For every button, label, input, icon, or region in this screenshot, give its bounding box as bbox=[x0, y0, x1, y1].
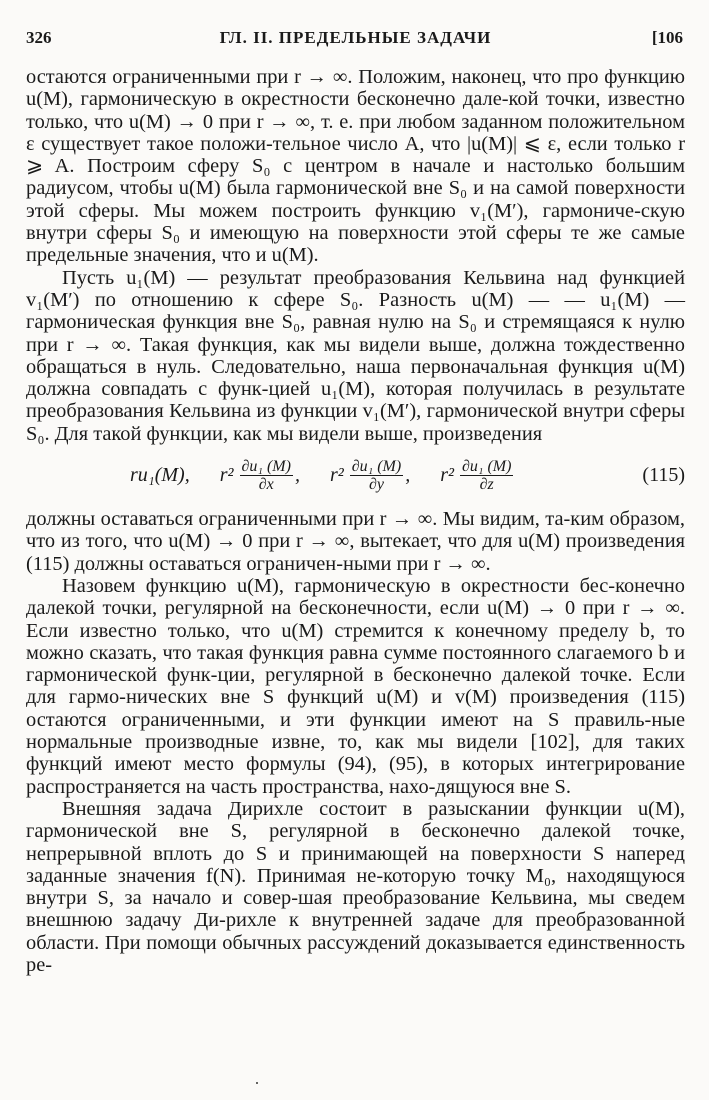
fraction-numerator: ∂u₁ (M) bbox=[461, 457, 512, 475]
paragraph-5: Внешняя задача Дирихле состоит в разыскании функции u(M), гармонической вне S, регулярной в бесконечно далекой точке, непрерывной вплоть до S и принимающей на поверхности S наперед заданные значения f(N). Принимая не-которую точку M₀, находящуюся внутри S, за начало и совер-шая преобразование Кельвина, мы сведем внешнюю задачу Ди-рихле к внутренней задаче для преобразованной области. При помощи обычных рассуждений доказывается единственность ре- bbox=[26, 797, 685, 976]
formula-115 bbox=[26, 454, 685, 496]
fraction-denominator: ∂y bbox=[368, 475, 384, 493]
fraction-z bbox=[460, 458, 513, 493]
page-number: 326 bbox=[26, 28, 52, 47]
page-header bbox=[26, 28, 685, 50]
fraction-denominator: ∂z bbox=[479, 475, 494, 493]
page-body bbox=[26, 66, 685, 976]
formula-term-2 bbox=[220, 458, 300, 493]
fraction-numerator: ∂u₁ (M) bbox=[241, 457, 291, 475]
paragraph-3: должны оставаться ограниченными при r → ∞. Мы видим, та-ким образом, что из того, что u(M) → 0 при r → ∞, вытекает, что для u(M) произведения (115) должны оставаться ограничен-ными при r → ∞. bbox=[26, 508, 685, 575]
fraction-numerator: ∂u₁ (M) bbox=[351, 457, 402, 475]
running-title: ГЛ. II. ПРЕДЕЛЬНЫЕ ЗАДАЧИ bbox=[219, 28, 492, 47]
formula-r2: r² bbox=[440, 463, 454, 486]
paragraph-2: Пусть u₁(M) — результат преобразования Кельвина над функцией v₁(M′) по отношению к сфере S₀. Разность u(M) — — u₁(M) — гармоническая функция вне S₀, равная нулю на S₀ и стремящаяся к нулю при r → ∞. Такая функция, как мы видели выше, должна тождественно обращаться в нуль. Следовательно, наша первоначальная функция u(M) должна совпадать с функ-цией u₁(M), которая получилась в результате преобразования Кельвина из функции v₁(M′), гармонической внутри сферы S₀. Для такой функции, как мы видели выше, произведения bbox=[26, 266, 685, 445]
formula-term-3 bbox=[330, 458, 410, 493]
fraction-denominator: ∂x bbox=[258, 475, 274, 493]
formula-term-1: ru₁(M), bbox=[130, 463, 190, 486]
formula-r2: r² bbox=[329, 463, 344, 486]
paragraph-4: Назовем функцию u(M), гармоническую в окрестности бес-конечно далекой точки, регулярной на бесконечности, если u(M) → 0 при r → ∞. Если известно только, что u(M) стремится к конечному пределу b, то можно сказать, что такая функция равна сумме постоянного слагаемого b и гармонической функ-ции, регулярной в бесконечно далекой точке. Если для гармо-нических вне S функций u(M) и v(M) произведения (115) остаются ограниченными, и эти функции имеют на S правиль-ные нормальные производные извне, то, как мы видели [102], для таких функций имеют место формулы (94), (95), в которых интегрирование распространяется на часть пространства, нахо-дящуюся вне S. bbox=[26, 574, 685, 798]
equation-number: (115) bbox=[642, 463, 685, 486]
formula-term-4 bbox=[440, 458, 515, 493]
section-number: [106 bbox=[651, 28, 683, 47]
formula-comma: , bbox=[294, 463, 300, 486]
print-speck bbox=[256, 1082, 258, 1084]
paragraph-1: остаются ограниченными при r → ∞. Положим, наконец, что про функцию u(M), гармоническую в окрестности бесконечно дале-кой точки, известно только, что u(M) → 0 при r → ∞, т. е. при любом заданном положительном ε существует такое положи-тельное число A, что |u(M)| ⩽ ε, если только r ⩾ A. Построим сферу S₀ с центром в начале и настолько большим радиусом, чтобы u(M) была гармонической вне S₀ и на самой поверхности этой сферы. Мы можем построить функцию v₁(M′), гармониче-скую внутри сферы S₀ и имеющую на поверхности этой сферы те же самые предельные значения, что и u(M). bbox=[26, 66, 686, 267]
formula-comma: , bbox=[405, 463, 411, 486]
fraction-x bbox=[240, 458, 293, 493]
fraction-y bbox=[350, 458, 403, 493]
formula-r2: r² bbox=[219, 463, 234, 486]
